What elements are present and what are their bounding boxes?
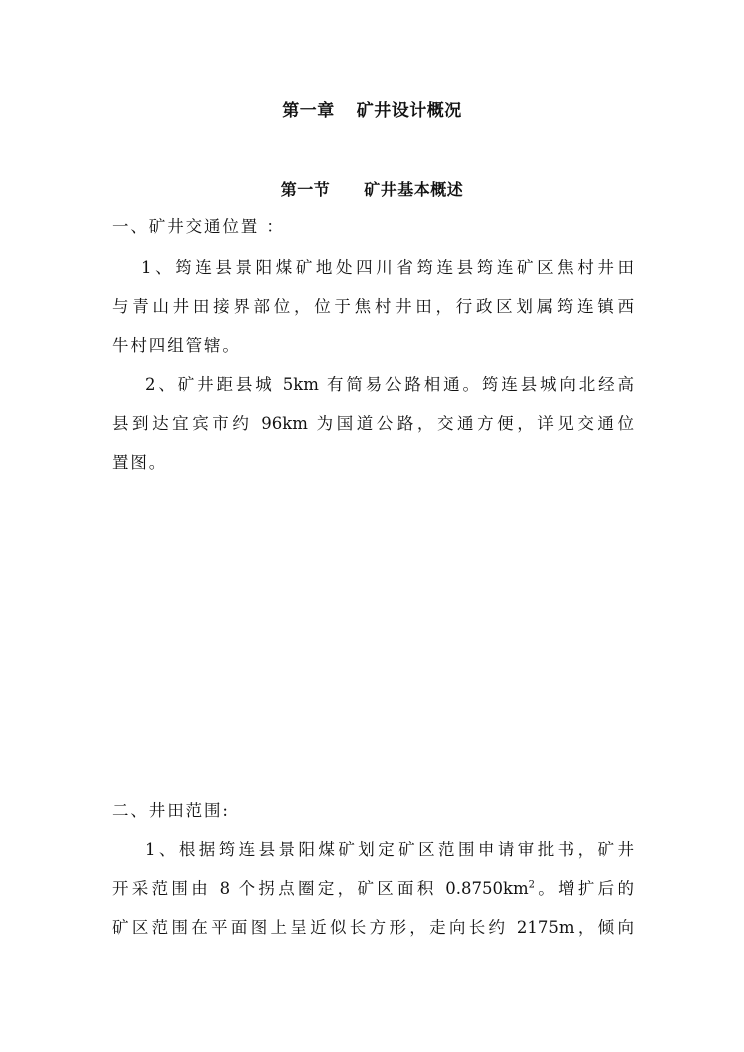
part2-heading: 二、井田范围: bbox=[112, 801, 230, 820]
paragraph-line: 1、筠连县景阳煤矿地处四川省筠连县筠连矿区焦村井田 bbox=[141, 258, 634, 277]
section-name: 矿井基本概述 bbox=[364, 180, 464, 199]
paragraph-line: 置图。 bbox=[112, 453, 168, 472]
paragraph-line: 2、矿井距县城 5km 有简易公路相通。筠连县城向北经高 bbox=[145, 375, 634, 394]
paragraph-line: 县到达宜宾市约 96km 为国道公路，交通方便，详见交通位 bbox=[112, 414, 634, 433]
chapter-name: 矿井设计概况 bbox=[356, 101, 462, 121]
section-title bbox=[0, 177, 744, 200]
paragraph-line: 1、根据筠连县景阳煤矿划定矿区范围申请审批书，矿井 bbox=[145, 840, 634, 859]
area-unit-superscript: 2 bbox=[528, 879, 535, 891]
paragraph-line: 牛村四组管辖。 bbox=[112, 336, 241, 355]
paragraph-line bbox=[112, 879, 634, 899]
part1-heading: 一、矿井交通位置 ： bbox=[112, 217, 285, 236]
paragraph-line: 与青山井田接界部位，位于焦村井田，行政区划属筠连镇西 bbox=[112, 297, 634, 316]
area-text: 开采范围由 8 个拐点圈定，矿区面积 0.8750km bbox=[112, 879, 529, 898]
paragraph-line: 矿区范围在平面图上呈近似长方形，走向长约 2175m，倾向 bbox=[112, 918, 634, 937]
section-number: 第一节 bbox=[280, 180, 331, 199]
chapter-title bbox=[0, 96, 744, 121]
chapter-number: 第一章 bbox=[282, 101, 335, 121]
area-text-tail: 。增扩后的 bbox=[534, 879, 634, 898]
